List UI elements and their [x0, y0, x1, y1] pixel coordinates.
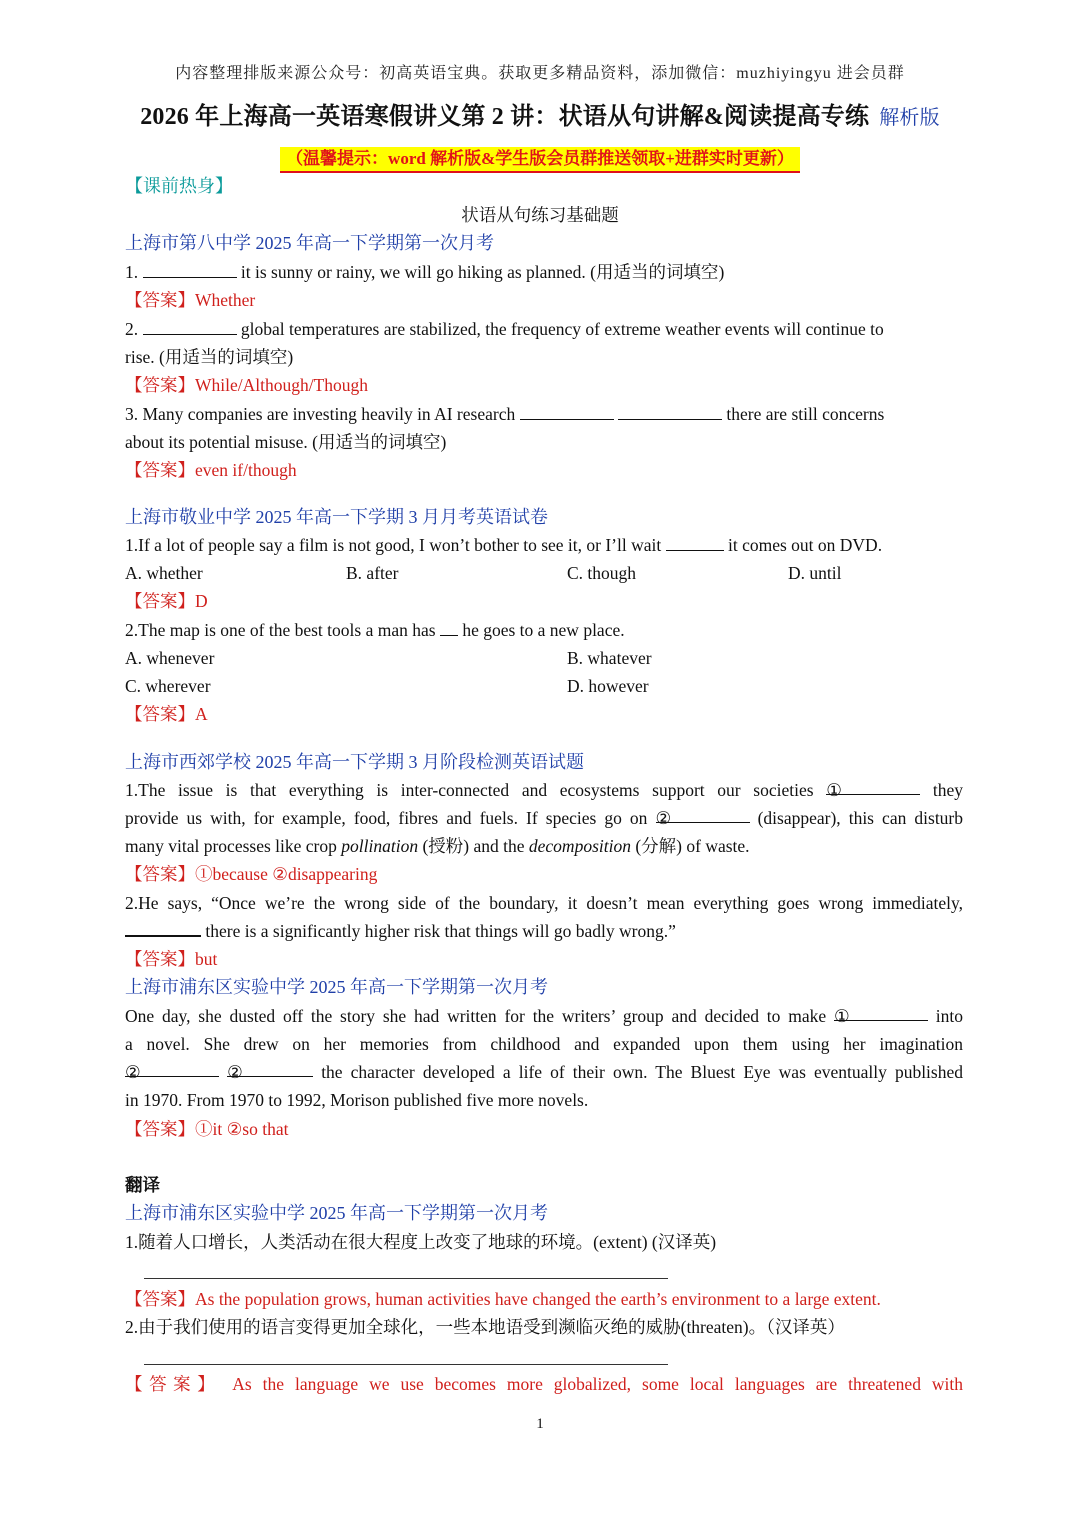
warmup-label: 【课前热身】 — [125, 176, 233, 196]
page-number: 1 — [536, 1416, 544, 1432]
options-row — [125, 672, 963, 700]
answer-label: 【答案】 — [125, 591, 195, 611]
option-d: D. however — [567, 676, 649, 696]
answer — [125, 456, 963, 484]
tip-banner: （温馨提示：word 解析版&学生版会员群推送领取+进群实时更新） — [280, 147, 800, 173]
blank-number: ① — [833, 1006, 850, 1026]
question-text: it comes out on DVD. — [727, 535, 883, 555]
answer — [125, 371, 963, 399]
answer-text: ①because ②disappearing — [195, 864, 378, 884]
blank-number: ② — [125, 1062, 141, 1082]
answer-blank — [440, 617, 458, 636]
question — [125, 531, 963, 559]
answer-label: 【答案】 — [125, 1119, 195, 1139]
answer-text: but — [195, 949, 218, 969]
translation-label: 翻译 — [125, 1175, 160, 1195]
answer-blank — [125, 917, 201, 937]
answer — [125, 587, 963, 615]
answer-blank — [618, 401, 722, 420]
answer-line — [144, 1364, 668, 1365]
passage-line: 2.He says, “Once we’re the wrong side of the boundary, it doesn’t mean everything goes wrong immediately, — [125, 893, 963, 913]
answer-label: 【答案】 — [125, 704, 195, 724]
answer-text: As the population grows, human activities have changed the earth’s environment to a large extent. — [195, 1289, 881, 1309]
tip-row — [0, 144, 1080, 173]
answer-blank — [143, 316, 237, 335]
answer — [125, 860, 963, 888]
answer-text: As the language we use becomes more globalized, some local languages are threatened with — [232, 1374, 964, 1394]
option-b: B. whatever — [567, 648, 652, 668]
passage-line: a novel. She drew on her memories from childhood and expanded upon them using her imagination — [125, 1034, 963, 1054]
question-text: it is sunny or rainy, we will go hiking as planned. (用适当的词填空) — [240, 262, 725, 282]
answer-label: 【答案】 — [125, 1289, 195, 1309]
answer-blank — [655, 804, 750, 828]
blank-number: ② — [655, 808, 672, 828]
source-heading: 上海市西郊学校 2025 年高一下学期 3 月阶段检测英语试题 — [125, 752, 584, 772]
question-number: 1. — [125, 262, 139, 282]
source-notice: 内容整理排版来源公众号：初高英语宝典。获取更多精品资料，添加微信：muzhiyingyu 进会员群 — [175, 65, 905, 82]
italic-term: decomposition — [528, 836, 631, 856]
question-number: 2. — [125, 319, 139, 339]
question-text: 3. Many companies are investing heavily in AI research — [125, 404, 516, 424]
answer-label: 【答案】 — [125, 864, 195, 884]
question — [125, 400, 963, 428]
question-continued: rise. (用适当的词填空) — [125, 347, 294, 367]
question — [125, 616, 963, 644]
answer-label: 【答案】 — [125, 460, 195, 480]
answer-blank — [143, 259, 237, 278]
question-text: global temperatures are stabilized, the frequency of extreme weather events will continue to — [240, 319, 884, 339]
answer-label: 【答案】 — [125, 1374, 222, 1394]
passage-line — [125, 776, 963, 804]
passage-text: (分解) of waste. — [635, 836, 750, 856]
question — [125, 315, 963, 343]
title-tag: 解析版 — [879, 107, 940, 129]
option-b: B. after — [346, 563, 399, 583]
passage-text: into — [935, 1006, 964, 1026]
options-row — [125, 559, 963, 587]
answer — [125, 1115, 963, 1143]
option-c: C. though — [567, 563, 637, 583]
option-a: A. whenever — [125, 648, 215, 668]
passage-line — [125, 1002, 963, 1030]
answer-label: 【答案】 — [125, 290, 195, 310]
passage-line: in 1970. From 1970 to 1992, Morison published five more novels. — [125, 1090, 589, 1110]
answer-text: While/Although/Though — [195, 375, 369, 395]
question-text: he goes to a new place. — [462, 620, 625, 640]
answer-line — [144, 1278, 668, 1279]
passage-line — [125, 1058, 963, 1086]
source-heading: 上海市敬业中学 2025 年高一下学期 3 月月考英语试卷 — [125, 507, 548, 527]
passage-line — [125, 804, 963, 832]
passage-text: (disappear), this can disturb — [757, 808, 964, 828]
blank-number: ② — [227, 1062, 243, 1082]
passage-text: (授粉) and the — [422, 836, 525, 856]
source-heading: 上海市浦东区实验中学 2025 年高一下学期第一次月考 — [125, 977, 548, 997]
passage-text: One day, she dusted off the story she had written for the writers’ group and decided to make — [125, 1006, 827, 1026]
question-text: 2.The map is one of the best tools a man has — [125, 620, 436, 640]
passage-text: provide us with, for example, food, fibres and fuels. If species go on — [125, 808, 648, 828]
answer-blank — [833, 1002, 928, 1026]
warmup-subtitle: 状语从句练习基础题 — [461, 205, 619, 225]
passage-text: the character developed a life of their own. The Bluest Eye was eventually published — [321, 1062, 964, 1082]
option-d: D. until — [788, 563, 842, 583]
passage-text: 1.The issue is that everything is inter-connected and ecosystems support our societies — [125, 780, 814, 800]
passage-text: they — [932, 780, 964, 800]
passage-text: many vital processes like crop — [125, 836, 337, 856]
answer-text: D — [195, 591, 208, 611]
options-row — [125, 644, 963, 672]
answer — [125, 945, 963, 973]
answer-blank — [826, 776, 920, 800]
option-c: C. wherever — [125, 676, 211, 696]
source-heading: 上海市浦东区实验中学 2025 年高一下学期第一次月考 — [125, 1203, 548, 1223]
answer — [125, 1285, 963, 1313]
answer-blank — [125, 1058, 219, 1082]
option-a: A. whether — [125, 563, 203, 583]
answer-label: 【答案】 — [125, 949, 195, 969]
passage-line — [125, 917, 963, 945]
source-heading: 上海市第八中学 2025 年高一下学期第一次月考 — [125, 233, 494, 253]
answer — [125, 286, 963, 314]
answer-text: even if/though — [195, 460, 297, 480]
blank-number: ① — [826, 780, 842, 800]
answer — [125, 700, 963, 728]
passage-text: there is a significantly higher risk that things will go badly wrong.” — [205, 921, 676, 941]
answer-text: ①it ②so that — [195, 1119, 289, 1139]
answer-blank — [666, 532, 724, 551]
italic-term: pollination — [341, 836, 419, 856]
answer-text: A — [195, 704, 208, 724]
question: 1.随着人口增长，人类活动在很大程度上改变了地球的环境。(extent) (汉译英) — [125, 1232, 717, 1252]
title-text: 2026 年上海高一英语寒假讲义第 2 讲：状语从句讲解&阅读提高专练 — [140, 104, 870, 130]
answer-blank — [227, 1058, 313, 1082]
page-title — [0, 100, 1080, 135]
question — [125, 258, 963, 286]
question-continued: about its potential misuse. (用适当的词填空) — [125, 432, 447, 452]
question-text: there are still concerns — [726, 404, 885, 424]
answer-label: 【答案】 — [125, 375, 195, 395]
question-text: 1.If a lot of people say a film is not good, I won’t bother to see it, or I’ll wait — [125, 535, 662, 555]
answer-blank — [520, 401, 614, 420]
answer-text: Whether — [195, 290, 256, 310]
answer — [125, 1370, 963, 1398]
passage-line — [125, 832, 963, 860]
question: 2.由于我们使用的语言变得更加全球化，一些本地语受到濒临灭绝的威胁(threaten)。（汉译英） — [125, 1317, 845, 1337]
